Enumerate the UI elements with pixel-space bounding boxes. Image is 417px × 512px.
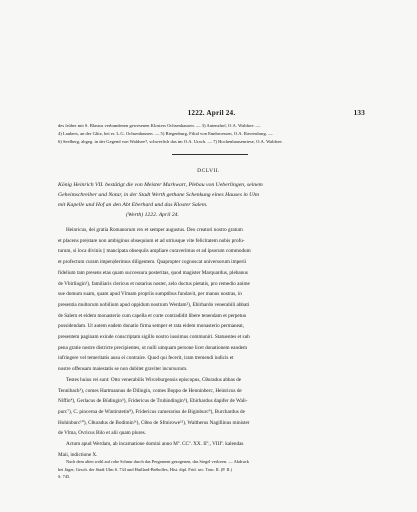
text-line: Heinricus, dei gratia Romanorum rex et semper augustus. Deo creatori nostro gratum [66,227,243,233]
footnote-line: S. 745. [58,474,71,480]
regest-date: (Werth) 1222. April 24. [126,212,179,218]
text-line: et placens pre|stare non ambiginus obsequium et ad utriusque vite felicitatem nobis profu- [58,237,245,244]
regest-line: König Heinrich VII. bestätigt die von Meister Markwart, Plebau von Ueberlingen, seinem [58,182,263,188]
regest-line: mit Kapelle und Hof an den Abt Eberhard und das Kloster Salem. [58,202,208,208]
text-line: turum, si loca divinis || mancipata obsequiis ampliare curaverimus et ad ipsorum commodum [58,248,251,255]
witness-line: Tennibach³), comes Hartmannus de Dilingin, comes Boppo de Henninberc, Heinricus de [58,387,242,394]
witness-line: Testes huius rei sunt: Otto venerabilis Wirceburgensis episcopus, Cθuradus abbas de [66,376,242,383]
top-footnotes [58,122,365,146]
regest [58,180,365,220]
text-line: presentia multorum nobilium apud oppidum nostrum Werdam²), Ebirhardo venerabili abbati [58,301,250,308]
top-note-line: 6) Seelberg, abgeg. in der Gegend von Waldsee?, schwerlich das im O.A. Urach. — 7) Hochenhausenriese, O.A. Waldsee. [58,139,283,144]
charter-text [58,225,365,460]
text-line: infringere vel temeritatis ausu ei contraire. Quod qui fecerit, iram tremendi iudicis et [58,355,234,362]
document-number: DCLVII. [197,168,220,174]
footnote-line: Nach dem alten wohl auf rohe Schnur durch das Pergament gezogenen, das Siegel verloren. — Abdruck [66,459,249,464]
text-line: possidendam. Ut autem eadem donatio firma semper et rata eidem monasterio permaneat, [58,323,244,330]
top-note-line: 4) Laubers, an der Glitz, bei er. L.G. Ochsenhausen. — 5) Biegenburg, Filial von Ennbroessen, O.A. Ravensburg. — [58,131,273,136]
text-line: presentem paginam exinde conscriptam sigillo nostro iussimus communiri. Statuentes et sub [58,334,250,341]
text-line: de Salem et eidem monasterio cum capella et curte contradidit libere tenendam et perpetuo [58,312,247,319]
text-line: sue domum suam, quam apud Vlmam propriis sumptibus fundavit, per manus nostras, in [58,291,242,298]
text-line: et profectum curam impen|derimus diligentem. Quapropter cognoscat universorum imperii [58,259,247,266]
regest-line: Geheimschreiber und Notar, in der Stadt Werth gethane Schenkung eines Hauses in Ulm [58,192,259,198]
witness-line: de Vlma, Ovricus Bilo et alii quam plures. [58,430,146,437]
running-head-title: 1222. April 24. [187,109,236,117]
page-number: 133 [353,109,365,117]
actum-line: Actum apud Werdam, ab incarnatione domini anno Mº. CCº. XX. IIº., VIIIº. kalendas [66,441,244,448]
witness-line: Hohinburc¹⁰), Cθuradus de Bodimin¹¹), Cθno de Sfmirowe¹²), Waltherus Nagillinus minister [58,419,250,426]
witness-line: purc⁷), C. pincerna de Wintirstetin⁸), Fridericus camerarius de Biginburc⁹), Burchardus de [58,408,245,415]
actum-line: Maii, indictione X. [58,451,98,458]
text-line: pena gratie nostre districte precipientes, ut nulli umquam persone licet donationem eandem [58,344,247,351]
witness-line: Niffin⁴), Gerlacus de Büdingin⁵), Fridericus de Truhindingin⁶), Ebirhardus dapifer de Wali- [58,398,248,405]
bottom-footnotes [58,458,365,481]
text-line: fidelium tam presens etas quam successura posteritas, quod magister Marquardus, plebanus [58,269,248,276]
footnote-line: bei Jäger, Gesch. der Stadt Ulm S. 734 und Huillard-Bréholles, Hist. dipl. Frid. sec. Tom. II. (P. II.) [58,466,232,472]
text-line: de Vbirlingin¹), familiaris clericus et notarius noster, zelo ductus pietatis, pro remedio anime [58,280,250,287]
text-line: nostre offensam maiestatis se non dubitet graviter incursurum. [58,366,188,373]
section-divider [172,154,248,155]
top-note-line: des früher mit S. Blasius verbundenen gewesenen Klosters Ochsenhausen. — 3) Autenzhof, O.A. Waldsee. — [58,123,261,128]
